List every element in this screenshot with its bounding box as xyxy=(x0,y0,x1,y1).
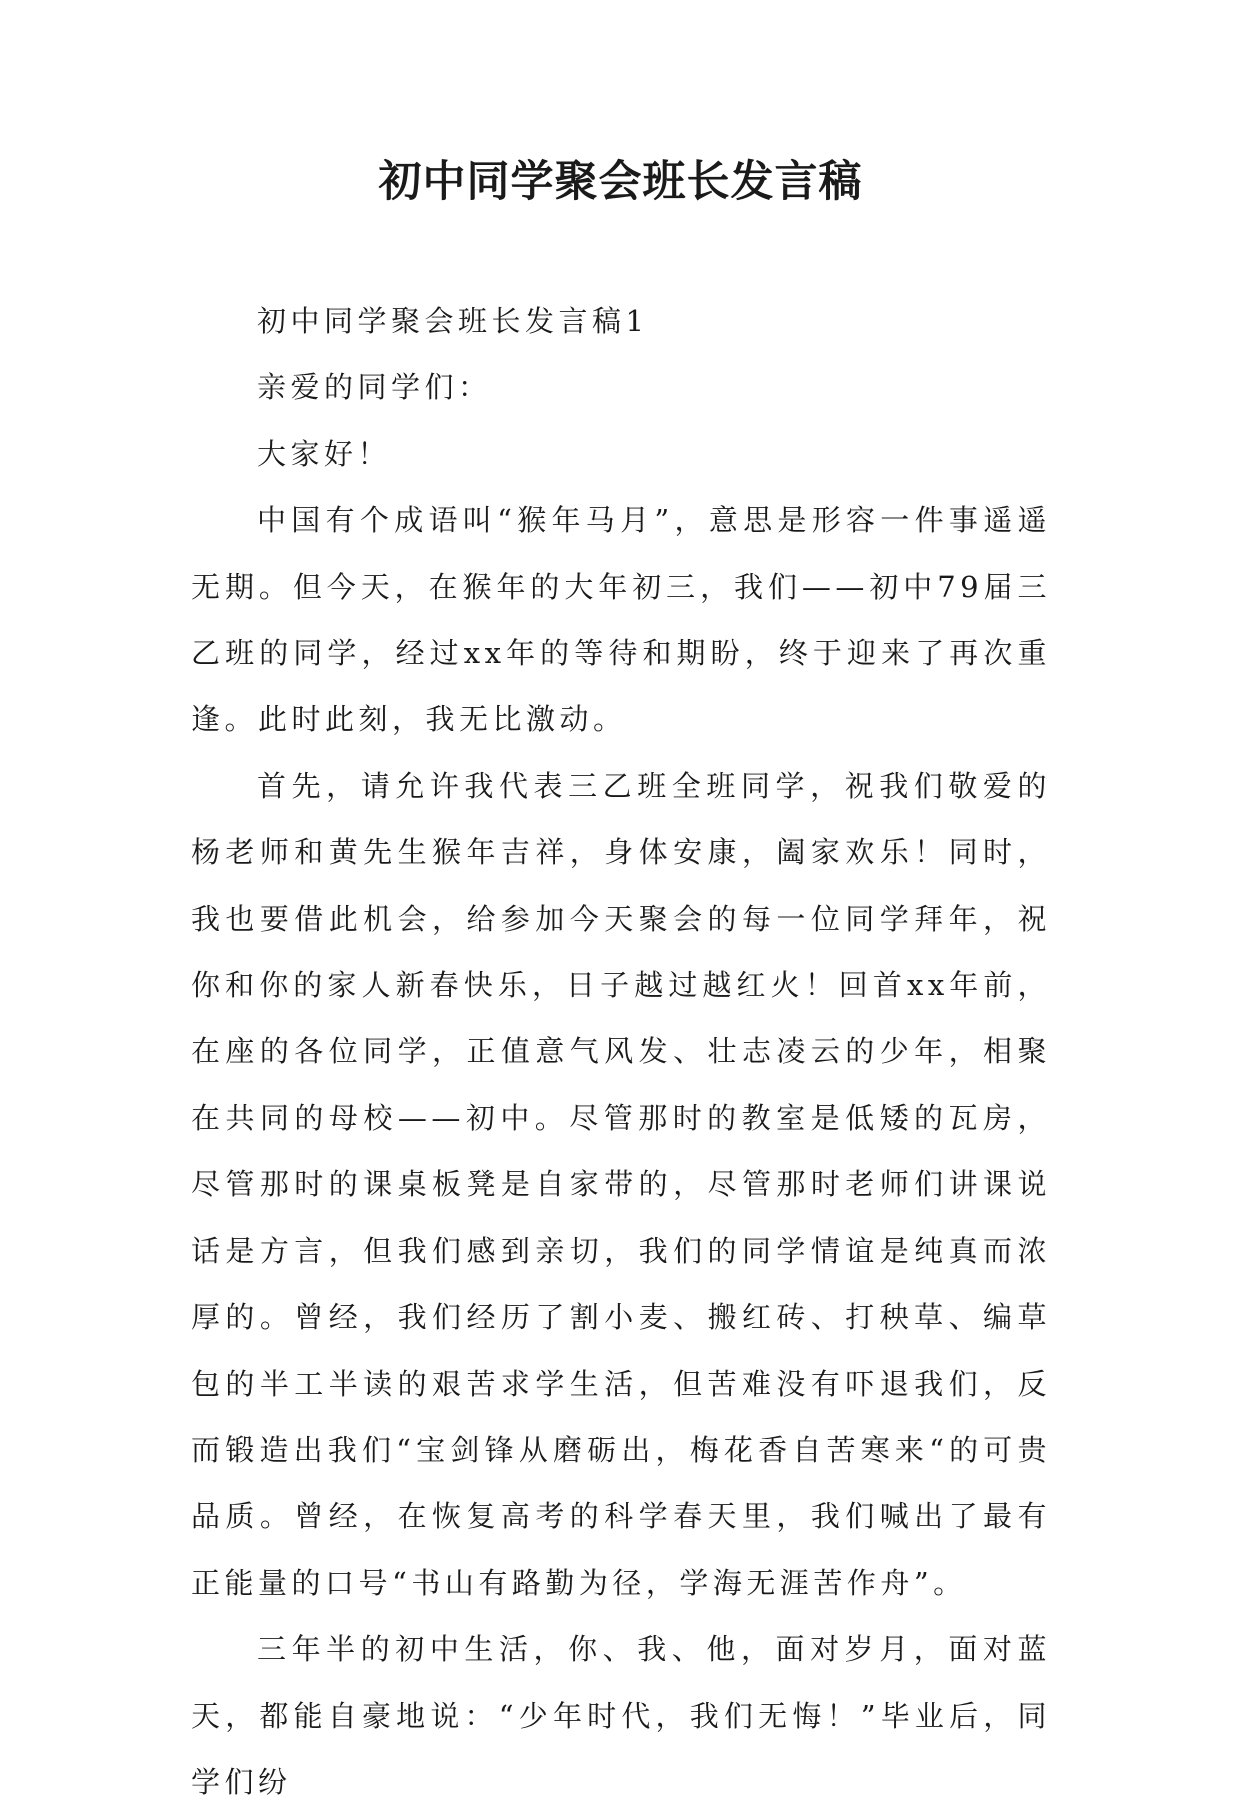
paragraph-greeting: 大家好！ xyxy=(257,436,392,471)
paragraph: 中国有个成语叫“猴年马月”，意思是形容一件事遥遥无期。但今天，在猴年的大年初三，我们——初中79届三乙班的同学，经过xx年的等待和期盼，终于迎来了再次重逢。此时此刻，我无比激动。 xyxy=(191,503,1051,737)
paragraph-subtitle: 初中同学聚会班长发言稿1 xyxy=(257,304,649,338)
paragraph: 首先，请允许我代表三乙班全班同学，祝我们敬爱的杨老师和黄先生猴年吉祥，身体安康，阖家欢乐！同时，我也要借此机会，给参加今天聚会的每一位同学拜年，祝你和你的家人新春快乐，日子越过越红火！回首xx年前，在座的各位同学，正值意气风发、壮志凌云的少年，相聚在共同的母校——初中。尽管那时的教室是低矮的瓦房，尽管那时的课桌板凳是自家带的，尽管那时老师们讲课说话是方言，但我们感到亲切，我们的同学情谊是纯真而浓厚的。曾经，我们经历了割小麦、搬红砖、打秧草、编草包的半工半读的艰苦求学生活，但苦难没有吓退我们，反而锻造出我们“宝剑锋从磨砺出，梅花香自苦寒来“的可贵品质。曾经，在恢复高考的科学春天里，我们喊出了最有正能量的口号“书山有路勤为径，学海无涯苦作舟”。 xyxy=(191,768,1051,1600)
document-title: 初中同学聚会班长发言稿 xyxy=(378,157,863,207)
paragraph-salutation: 亲爱的同学们： xyxy=(257,370,492,405)
document-body xyxy=(191,288,1051,1815)
paragraph: 三年半的初中生活，你、我、他，面对岁月，面对蓝天，都能自豪地说：“少年时代，我们无悔！”毕业后，同学们纷 xyxy=(191,1632,1051,1799)
